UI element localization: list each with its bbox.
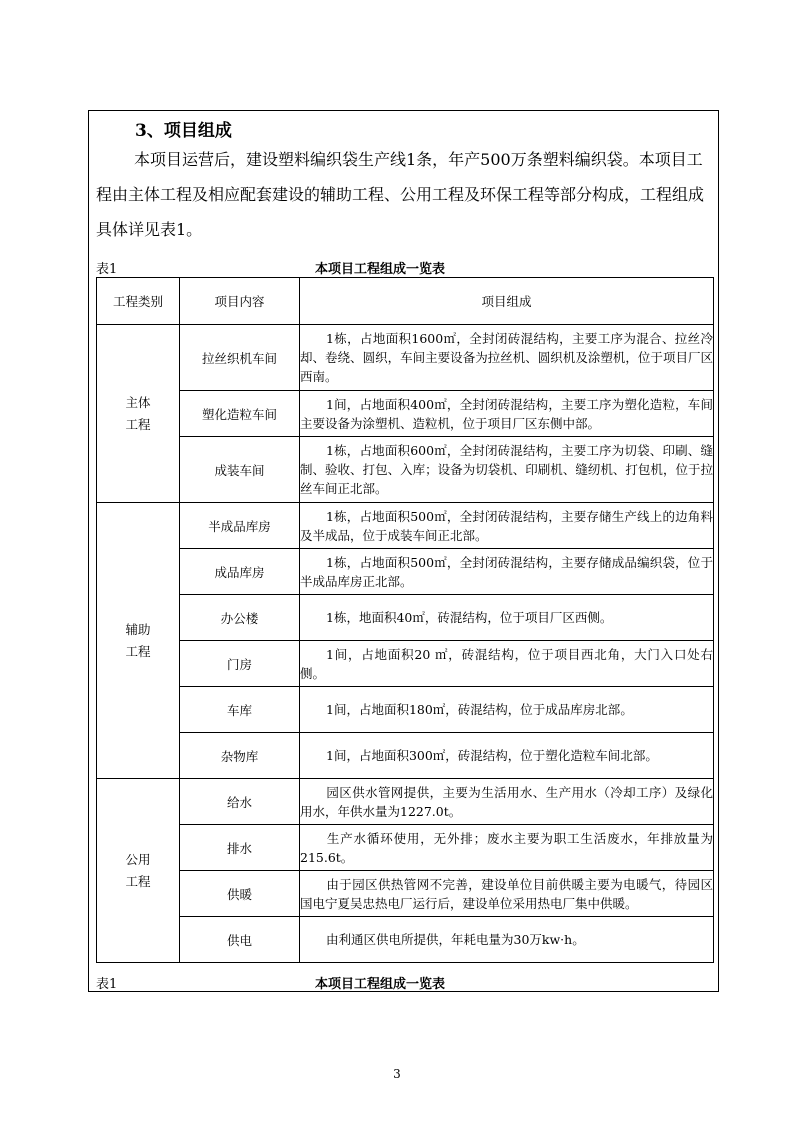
item-cell: 排水 [180,825,300,871]
table-caption-title-repeat: 本项目工程组成一览表 [315,977,446,992]
item-cell: 成装车间 [180,437,300,503]
intro-paragraph: 本项目运营后，建设塑料编织袋生产线1条，年产500万条塑料编织袋。本项目工程由主体工程及相应配套建设的辅助工程、公用工程及环保工程等部分构成，工程组成具体详见表1。 [96,150,705,239]
category-cell [97,503,180,779]
page-number: 3 [393,1067,401,1081]
header-category: 工程类别 [97,278,180,325]
category-line: 工程 [125,873,151,889]
item-cell: 车库 [180,687,300,733]
table-row [97,871,714,917]
table-row [97,595,714,641]
table-row [97,325,714,391]
desc-cell: 生产水循环使用，无外排；废水主要为职工生活废水，年排放量为215.6t。 [300,825,714,871]
table-caption-number-repeat: 表1 [96,977,118,992]
table-caption-title: 本项目工程组成一览表 [315,262,446,277]
desc-cell: 园区供水管网提供，主要为生活用水、生产用水（冷却工序）及绿化用水，年供水量为1227.0t。 [300,779,714,825]
table-row [97,641,714,687]
table-row [97,437,714,503]
item-cell: 塑化造粒车间 [180,391,300,437]
category-cell [97,325,180,503]
table-row [97,733,714,779]
table-row [97,917,714,963]
desc-cell: 1栋，占地面积600㎡，全封闭砖混结构，主要工序为切袋、印刷、缝制、验收、打包、入库；设备为切袋机、印刷机、缝纫机、打包机，位于拉丝车间正北部。 [300,437,714,503]
desc-cell: 由于园区供热管网不完善，建设单位目前供暖主要为电暖气，待园区国电宁夏吴忠热电厂运行后，建设单位采用热电厂集中供暖。 [300,871,714,917]
header-item: 项目内容 [180,278,300,325]
desc-cell: 1栋，地面积40㎡，砖混结构，位于项目厂区西侧。 [300,595,714,641]
category-line: 主体 [125,394,151,410]
category-line: 工程 [125,643,151,659]
table-caption-number: 表1 [96,262,118,277]
item-cell: 办公楼 [180,595,300,641]
item-cell: 供暖 [180,871,300,917]
table-header-row [97,278,714,325]
item-cell: 成品库房 [180,549,300,595]
item-cell: 给水 [180,779,300,825]
desc-cell: 1间，占地面积180㎡，砖混结构，位于成品库房北部。 [300,687,714,733]
item-cell: 杂物库 [180,733,300,779]
category-cell [97,779,180,963]
desc-cell: 1间，占地面积400㎡，全封闭砖混结构，主要工序为塑化造粒，车间主要设备为涂塑机、造粒机，位于项目厂区东侧中部。 [300,391,714,437]
desc-cell: 1栋，占地面积1600㎡，全封闭砖混结构，主要工序为混合、拉丝冷却、卷绕、圆织，车间主要设备为拉丝机、圆织机及涂塑机，位于项目厂区西南。 [300,325,714,391]
item-cell: 供电 [180,917,300,963]
table-row [97,825,714,871]
table-row [97,503,714,549]
section-heading: 3、项目组成 [135,121,232,141]
desc-cell: 1栋，占地面积500㎡，全封闭砖混结构，主要存储成品编织袋，位于半成品库房正北部。 [300,549,714,595]
desc-cell: 1间，占地面积20 ㎡，砖混结构，位于项目西北角，大门入口处右侧。 [300,641,714,687]
desc-cell: 1间，占地面积300㎡，砖混结构，位于塑化造粒车间北部。 [300,733,714,779]
item-cell: 门房 [180,641,300,687]
category-line: 公用 [125,851,151,867]
category-line: 辅助 [125,621,151,637]
item-cell: 拉丝织机车间 [180,325,300,391]
table-row [97,687,714,733]
table-row [97,779,714,825]
category-line: 工程 [125,416,151,432]
desc-cell: 1栋，占地面积500㎡，全封闭砖混结构，主要存储生产线上的边角料及半成品，位于成装车间正北部。 [300,503,714,549]
desc-cell: 由利通区供电所提供，年耗电量为30万kw·h。 [300,917,714,963]
table-row [97,391,714,437]
composition-table [96,277,714,963]
item-cell: 半成品库房 [180,503,300,549]
table-row [97,549,714,595]
header-composition: 项目组成 [300,278,714,325]
